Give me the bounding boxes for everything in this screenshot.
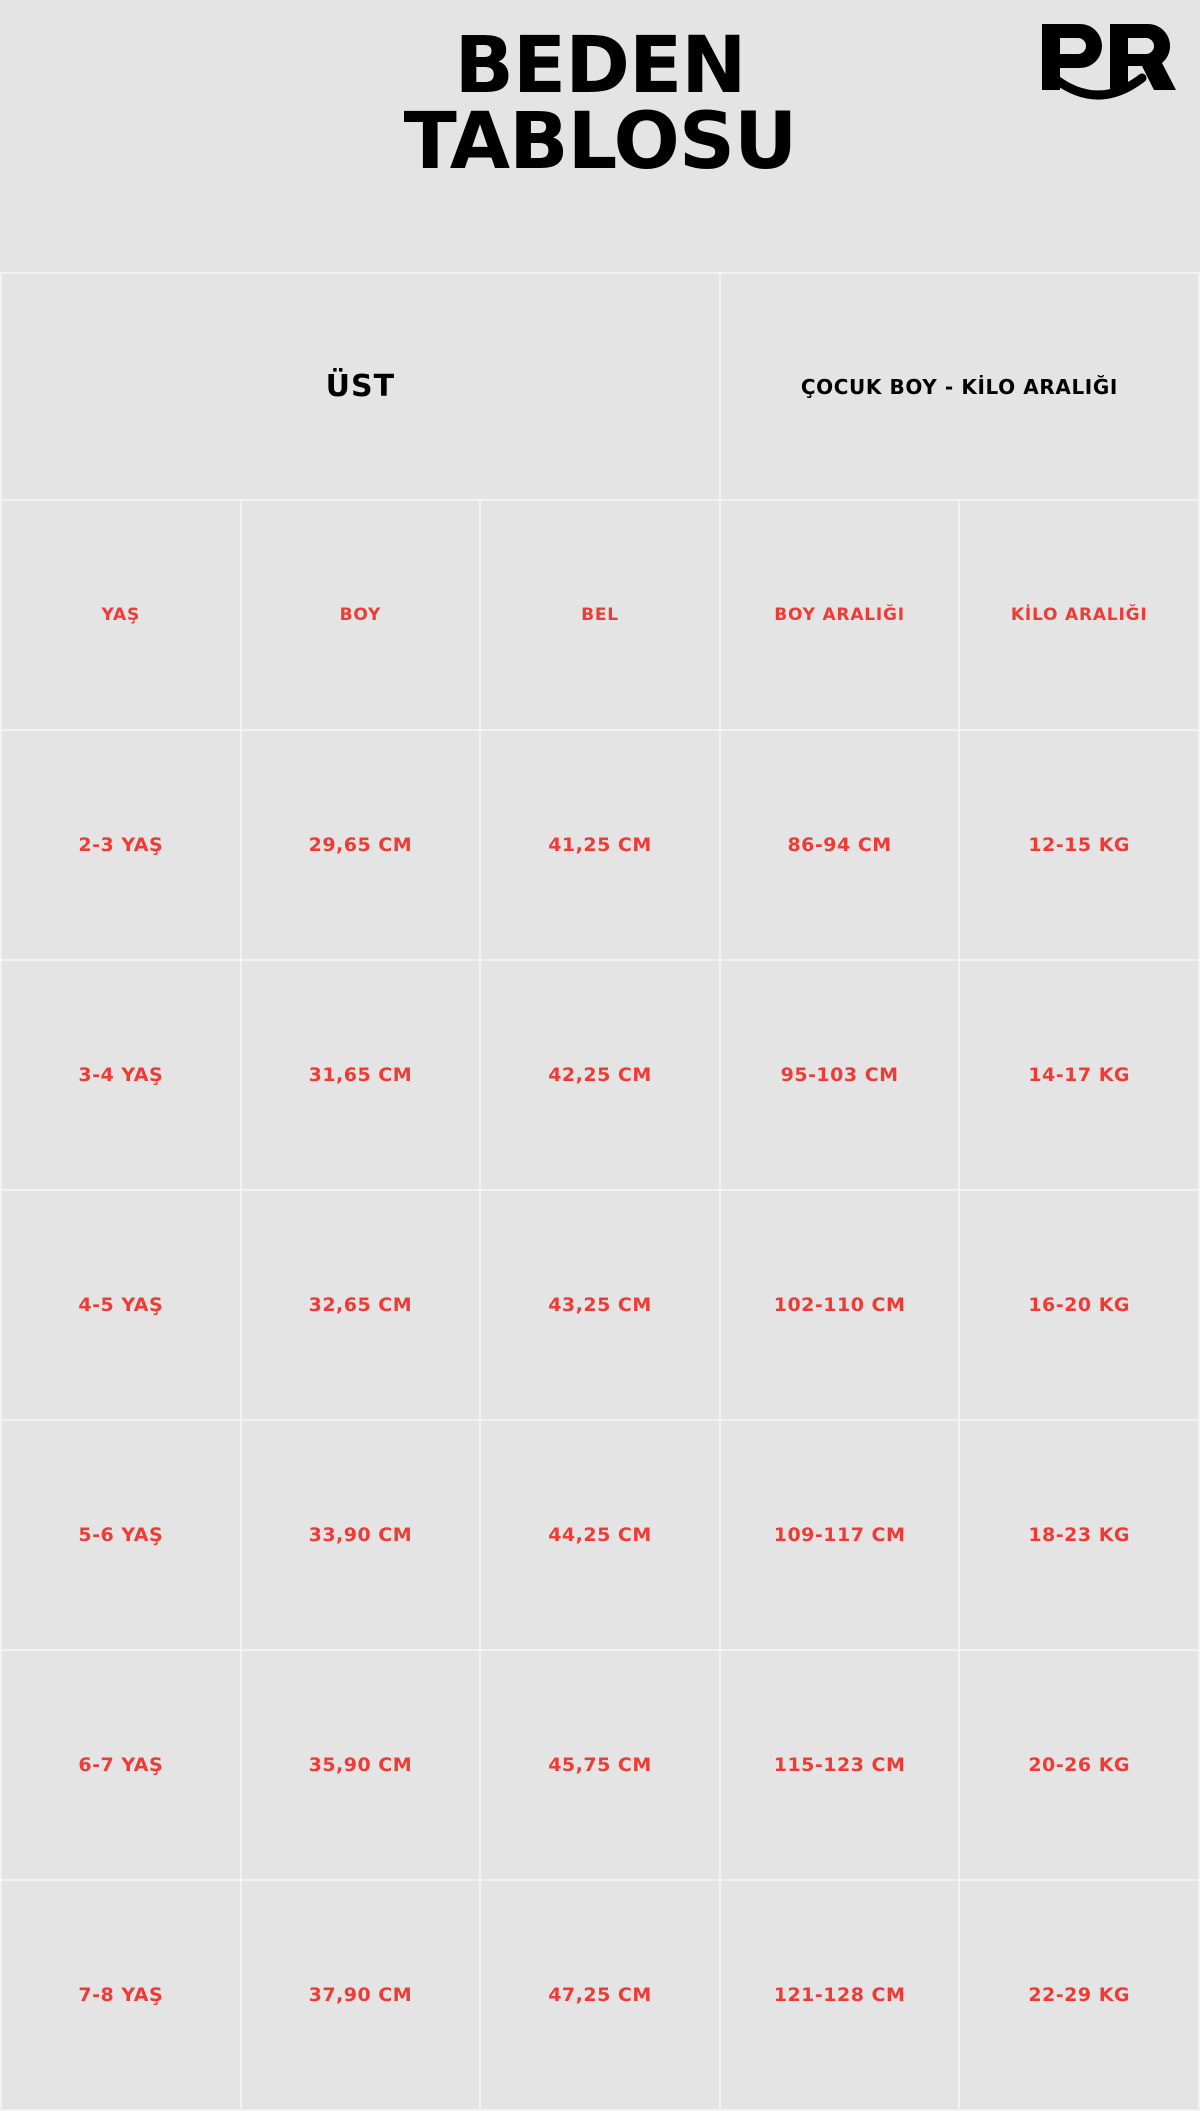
table-row bbox=[1, 1880, 1199, 2110]
column-header-kilo-araligi: KİLO ARALIĞI bbox=[959, 500, 1199, 730]
pr-logo-icon bbox=[1036, 18, 1176, 108]
cell-bel: 47,25 CM bbox=[480, 1880, 720, 2110]
cell-bel: 42,25 CM bbox=[480, 960, 720, 1190]
cell-bel: 43,25 CM bbox=[480, 1190, 720, 1420]
cell-yas: 6-7 YAŞ bbox=[1, 1650, 241, 1880]
cell-kilo-araligi: 18-23 KG bbox=[959, 1420, 1199, 1650]
cell-kilo-araligi: 16-20 KG bbox=[959, 1190, 1199, 1420]
page-title-line-2: TABLOSU bbox=[403, 97, 797, 188]
cell-boy-araligi: 121-128 CM bbox=[720, 1880, 960, 2110]
table-group-header-row bbox=[1, 273, 1199, 500]
table-row bbox=[1, 730, 1199, 960]
table-row bbox=[1, 1420, 1199, 1650]
cell-boy: 37,90 CM bbox=[241, 1880, 481, 2110]
table-row bbox=[1, 960, 1199, 1190]
cell-boy: 32,65 CM bbox=[241, 1190, 481, 1420]
column-header-boy: BOY bbox=[241, 500, 481, 730]
cell-kilo-araligi: 12-15 KG bbox=[959, 730, 1199, 960]
cell-bel: 45,75 CM bbox=[480, 1650, 720, 1880]
page-title-line-1: BEDEN bbox=[454, 21, 746, 111]
cell-boy: 31,65 CM bbox=[241, 960, 481, 1190]
column-header-bel: BEL bbox=[480, 500, 720, 730]
cell-kilo-araligi: 22-29 KG bbox=[959, 1880, 1199, 2110]
cell-boy-araligi: 115-123 CM bbox=[720, 1650, 960, 1880]
cell-yas: 4-5 YAŞ bbox=[1, 1190, 241, 1420]
column-header-yas: YAŞ bbox=[1, 500, 241, 730]
cell-yas: 5-6 YAŞ bbox=[1, 1420, 241, 1650]
cell-boy: 29,65 CM bbox=[241, 730, 481, 960]
cell-yas: 7-8 YAŞ bbox=[1, 1880, 241, 2110]
group-header-cocuk: ÇOCUK BOY - KİLO ARALIĞI bbox=[720, 273, 1199, 500]
cell-kilo-araligi: 20-26 KG bbox=[959, 1650, 1199, 1880]
cell-bel: 41,25 CM bbox=[480, 730, 720, 960]
page-header bbox=[0, 0, 1200, 268]
cell-boy-araligi: 95-103 CM bbox=[720, 960, 960, 1190]
table-row bbox=[1, 1190, 1199, 1420]
cell-bel: 44,25 CM bbox=[480, 1420, 720, 1650]
cell-boy-araligi: 102-110 CM bbox=[720, 1190, 960, 1420]
cell-boy-araligi: 109-117 CM bbox=[720, 1420, 960, 1650]
cell-yas: 2-3 YAŞ bbox=[1, 730, 241, 960]
cell-yas: 3-4 YAŞ bbox=[1, 960, 241, 1190]
group-header-ust: ÜST bbox=[1, 273, 720, 500]
size-table bbox=[0, 272, 1200, 2111]
column-header-boy-araligi: BOY ARALIĞI bbox=[720, 500, 960, 730]
cell-boy: 33,90 CM bbox=[241, 1420, 481, 1650]
cell-boy-araligi: 86-94 CM bbox=[720, 730, 960, 960]
page-title bbox=[0, 21, 1200, 188]
cell-kilo-araligi: 14-17 KG bbox=[959, 960, 1199, 1190]
table-column-header-row bbox=[1, 500, 1199, 730]
cell-boy: 35,90 CM bbox=[241, 1650, 481, 1880]
table-row bbox=[1, 1650, 1199, 1880]
